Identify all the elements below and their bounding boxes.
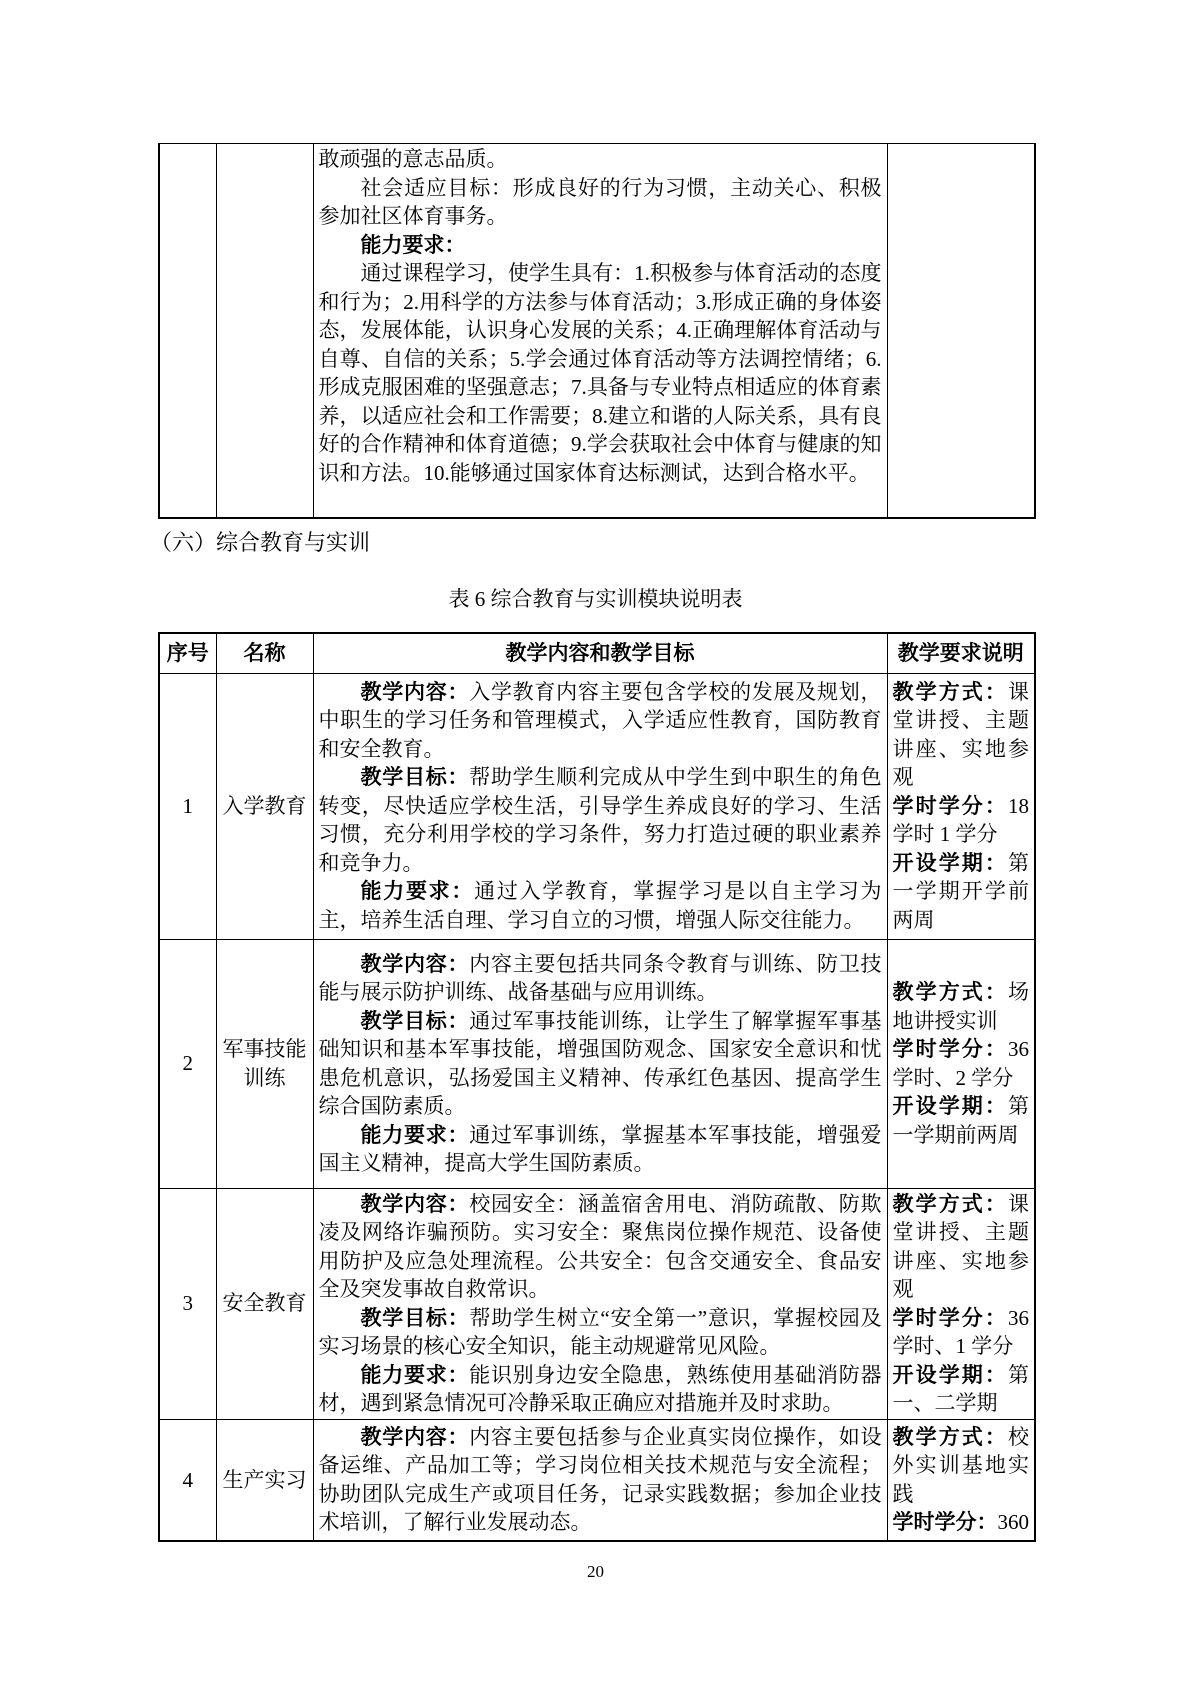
row-name: 生产实习 [216,1419,313,1541]
table-row [159,144,1035,518]
table-row [159,673,1035,939]
paragraph [893,1423,1030,1509]
paragraph [893,978,1030,1035]
field-label: 能力要求： [360,879,475,904]
field-label: 开设学期： [892,1362,1008,1387]
row-content-cell [313,673,887,939]
prev-requirements-cell [887,144,1035,518]
prev-content-cell [313,144,887,518]
prev-no-cell [159,144,216,518]
paragraph [893,1304,1030,1361]
field-label: 开设学期： [892,850,1008,875]
row-requirements-cell [887,1188,1035,1419]
paragraph [319,877,882,934]
row-no: 3 [159,1188,216,1419]
table-row [159,1419,1035,1541]
row-content-cell [313,939,887,1188]
field-label: 教学内容： [360,679,470,704]
table-caption: 表 6 综合教育与实训模块说明表 [448,587,743,611]
field-text: 帮助学生顺利完成从中学生到中职生的角色转变，尽快适应学校生活，引导学生养成良好的学习、生活习惯，充分利用学校的学习条件，努力打造过硬的职业素养和竞争力。 [318,765,882,875]
field-text: 校园安全：涵盖宿舍用电、消防疏散、防欺凌及网络诈骗预防。实习安全：聚焦岗位操作规范、设备使用防护及应急处理流程。公共安全：包含交通安全、食品安全及突发事故自救常识。 [318,1191,882,1301]
field-label: 教学目标： [360,1008,470,1033]
paragraph [319,1190,882,1304]
field-text: 通过入学教育，掌握学习是以自主学习为主，培养生活自理、学习自立的习惯，增强人际交往能力。 [318,879,882,932]
row-content-cell [313,1188,887,1419]
header-no: 序号 [159,633,216,673]
paragraph [893,849,1030,935]
paragraph [893,1092,1030,1149]
field-label: 教学内容： [360,1191,470,1216]
field-text: 帮助学生树立“安全第一”意识，掌握校园及实习场景的核心安全知识，能主动规避常见风险。 [318,1305,882,1358]
row-name: 军事技能训练 [216,939,313,1188]
field-label: 学时学分： [892,1305,1008,1330]
field-label: 学时学分： [892,793,1008,818]
paragraph [319,1361,882,1418]
field-label: 教学内容： [360,951,470,976]
field-label: 教学目标： [360,765,470,790]
field-text: 校外实训基地实践 [892,1424,1029,1506]
paragraph [319,678,882,764]
field-text: 36 学时、2 学分 [892,1037,1029,1090]
paragraph [893,1508,1030,1537]
field-label: 教学方式： [892,1191,1008,1216]
field-text: 第一学期开学前两周 [892,850,1029,932]
row-content-cell [313,1419,887,1541]
row-requirements-cell [887,939,1035,1188]
row-requirements-cell [887,673,1035,939]
paragraph [893,1035,1030,1092]
paragraph: 社会适应目标：形成良好的行为习惯，主动关心、积极参加社区体育事务。 [318,175,882,228]
table-header-row [159,633,1035,673]
paragraph [319,1304,882,1361]
section-heading: （六）综合教育与实训 [150,530,371,555]
header-name: 名称 [216,633,313,673]
field-text: 通过军事训练，掌握基本军事技能，增强爱国主义精神，提高大学生国防素质。 [318,1122,882,1175]
field-text: 能识别身边安全隐患，熟练使用基础消防器材，遇到紧急情况可冷静采取正确应对措施并及时求助。 [318,1362,882,1415]
table-row [159,1188,1035,1419]
field-label: 教学目标： [360,1305,470,1330]
paragraph [893,1361,1030,1418]
paragraph [893,792,1030,849]
paragraph: 通过课程学习，使学生具有：1.积极参与体育活动的态度和行为；2.用科学的方法参与体育活动；3.形成正确的身体姿态，发展体能，认识身心发展的关系；4.正确理解体育活动与自尊、自信的关系；5.学会通过体育活动等方法调控情绪；6.形成克服困难的坚强意志；7.具备与专业特点相适应的体育素养，以适应社会和工作需要；8.建立和谐的人际关系，具有良好的合作精神和体育道德；9.学会获取社会中体育与健康的知识和方法。10.能够通过国家体育达标测试，达到合格水平。 [318,261,882,485]
field-text: 课堂讲授、主题讲座、实地参观 [892,1191,1029,1301]
paragraph [893,678,1030,792]
field-label: 能力要求： [360,1362,470,1387]
paragraph: 敢顽强的意志品质。 [318,147,508,171]
field-text: 18 学时 1 学分 [892,793,1029,847]
header-requirements: 教学要求说明 [887,633,1035,673]
field-label: 教学方式： [892,1424,1008,1449]
prev-module-table [158,143,1036,519]
field-label: 教学方式： [892,679,1008,704]
field-text: 内容主要包括参与企业真实岗位操作，如设备运维、产品加工等；学习岗位相关技术规范与安全流程；协助团队完成生产或项目任务，记录实践数据；参加企业技术培训，了解行业发展动态。 [318,1424,882,1535]
field-text: 场地讲授实训 [892,980,1029,1033]
field-text: 入学教育内容主要包含学校的发展及规划，中职生的学习任务和管理模式，入学适应性教育，国防教育和安全教育。 [318,679,882,761]
field-label: 开设学期： [892,1094,1008,1118]
row-no: 4 [159,1419,216,1541]
prev-name-cell [216,144,313,518]
paragraph [319,763,882,877]
paragraph [319,1121,882,1178]
row-name: 安全教育 [216,1188,313,1419]
module-table [158,632,1036,1542]
field-text: 360 [997,1510,1029,1535]
page-number: 20 [587,1562,604,1581]
field-text: 课堂讲授、主题讲座、实地参观 [892,679,1029,790]
field-label: 能力要求： [360,1122,470,1147]
table-row [159,939,1035,1188]
field-text: 36 学时、1 学分 [892,1305,1029,1358]
field-text: 内容主要包括共同条令教育与训练、防卫技能与展示防护训练、战备基础与应用训练。 [318,951,882,1004]
paragraph [319,1007,882,1121]
row-name: 入学教育 [216,673,313,939]
row-no: 2 [159,939,216,1188]
header-content: 教学内容和教学目标 [313,633,887,673]
field-label: 学时学分： [892,1037,1008,1061]
row-requirements-cell [887,1419,1035,1541]
paragraph: 能力要求： [360,232,466,257]
field-label: 教学内容： [360,1424,470,1449]
field-text: 第一、二学期 [892,1362,1029,1415]
field-label: 教学方式： [892,980,1008,1004]
paragraph [893,1190,1030,1304]
row-no: 1 [159,673,216,939]
paragraph [319,1423,882,1537]
field-text: 第一学期前两周 [892,1094,1029,1147]
field-text: 通过军事技能训练，让学生了解掌握军事基础知识和基本军事技能，增强国防观念、国家安全意识和忧患危机意识，弘扬爱国主义精神、传承红色基因、提高学生综合国防素质。 [318,1008,882,1118]
paragraph [319,950,882,1007]
field-label: 学时学分： [892,1510,998,1535]
